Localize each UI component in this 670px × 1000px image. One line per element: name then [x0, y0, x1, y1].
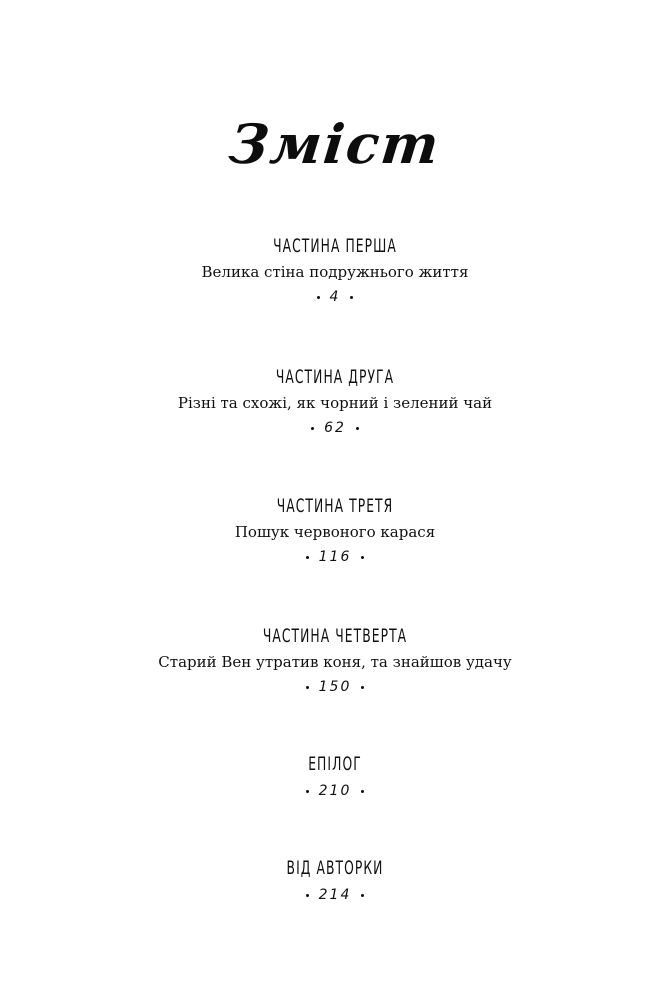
page-number: 62 — [324, 420, 346, 436]
dot-ornament — [361, 790, 364, 793]
page-number: 116 — [318, 549, 352, 565]
toc-entry-part-1[interactable] — [0, 234, 670, 306]
toc-entry-page — [0, 782, 670, 800]
dot-ornament — [306, 894, 309, 897]
page-number: 4 — [329, 289, 341, 305]
toc-entry-page — [0, 419, 670, 437]
toc-entry-from-author[interactable] — [0, 856, 670, 904]
dot-ornament — [306, 556, 309, 559]
toc-entry-label: ЧАСТИНА ЧЕТВЕРТА — [262, 625, 408, 647]
page-number: 210 — [318, 783, 352, 799]
dot-ornament — [356, 427, 359, 430]
page-number: 150 — [318, 679, 352, 695]
dot-ornament — [317, 296, 320, 299]
dot-ornament — [361, 894, 364, 897]
dot-ornament — [350, 296, 353, 299]
toc-entry-page — [0, 548, 670, 566]
toc-entry-subtitle: Старий Вен утратив коня, та знайшов удачу — [158, 653, 512, 671]
toc-entry-subtitle: Пошук червоного карася — [234, 523, 436, 541]
dot-ornament — [306, 686, 309, 689]
toc-entry-label: ЕПІЛОГ — [308, 753, 362, 775]
toc-entry-label: ВІД АВТОРКИ — [286, 857, 384, 879]
toc-entry-part-2[interactable] — [0, 365, 670, 437]
toc-entry-subtitle: Різні та схожі, як чорний і зелений чай — [177, 394, 493, 412]
toc-entry-part-3[interactable] — [0, 494, 670, 566]
toc-entry-page — [0, 886, 670, 904]
dot-ornament — [311, 427, 314, 430]
toc-entry-subtitle: Велика стіна подружнього життя — [201, 263, 469, 281]
page-number: 214 — [318, 887, 352, 903]
toc-entry-label: ЧАСТИНА ДРУГА — [275, 366, 395, 388]
toc-entry-page — [0, 678, 670, 696]
page-title: Зміст — [226, 112, 444, 176]
toc-entry-label: ЧАСТИНА ПЕРША — [273, 235, 397, 257]
toc-entry-label: ЧАСТИНА ТРЕТЯ — [276, 495, 394, 517]
toc-entry-part-4[interactable] — [0, 624, 670, 696]
toc-entry-epilogue[interactable] — [0, 752, 670, 800]
toc-entry-page — [0, 288, 670, 306]
dot-ornament — [361, 686, 364, 689]
dot-ornament — [361, 556, 364, 559]
dot-ornament — [306, 790, 309, 793]
